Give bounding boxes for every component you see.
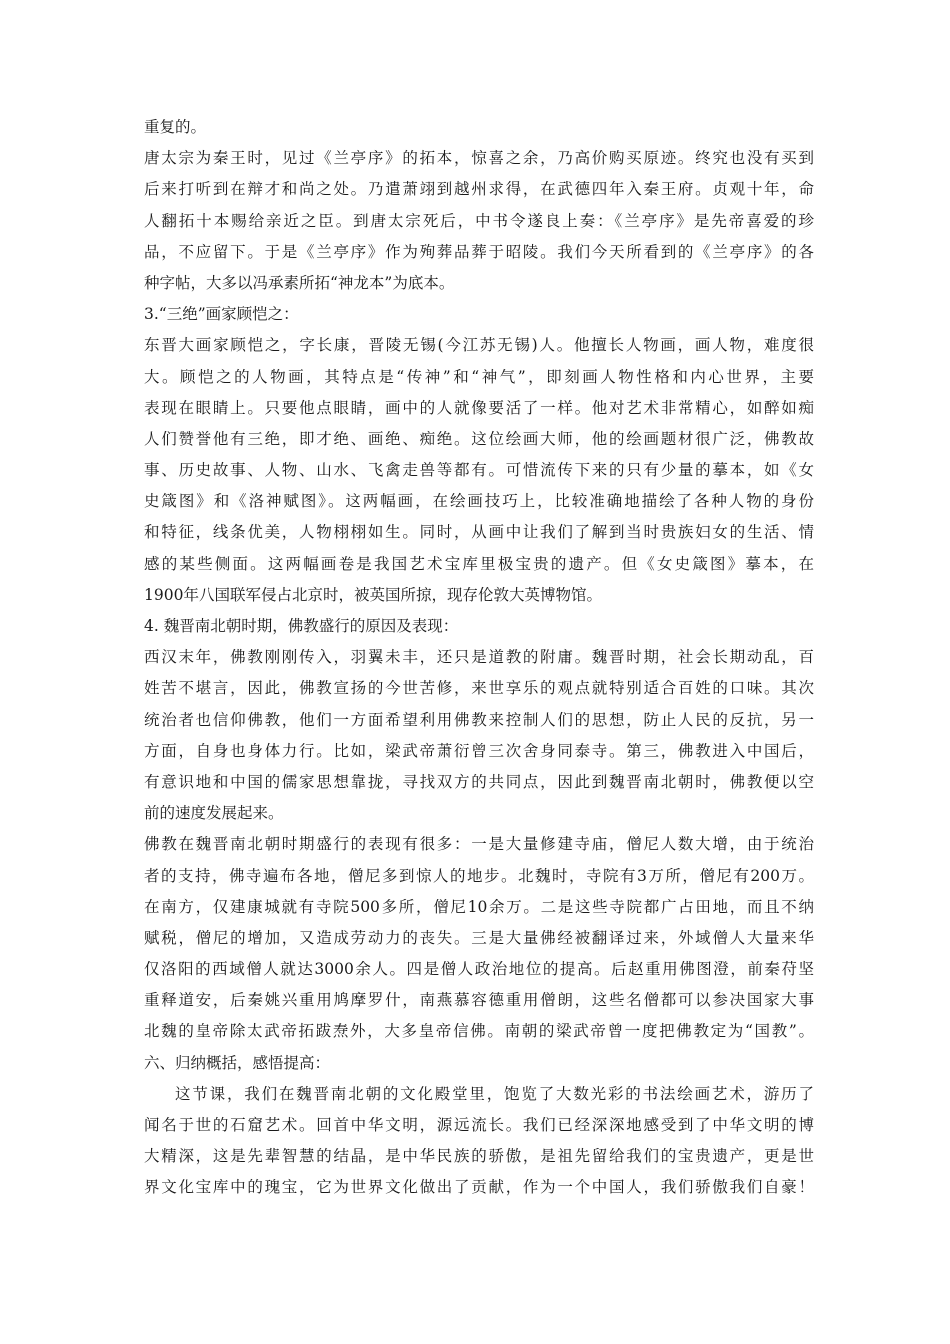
text-line: 重复的。 bbox=[144, 118, 207, 136]
text-line: 人翻拓十本赐给亲近之臣。到唐太宗死后，中书令遂良上奏：《兰亭序》是先帝喜爱的珍 bbox=[144, 211, 814, 230]
text-line: 赋税，僧尼的增加，又造成劳动力的丧失。三是大量佛经被翻译过来，外域僧人大量来华 bbox=[144, 928, 814, 947]
text-line: 感的某些侧面。这两幅画卷是我国艺术宝库里极宝贵的遗产。但《女史箴图》摹本，在 bbox=[144, 554, 814, 573]
text-line: 方面，自身也身体力行。比如，梁武帝萧衍曾三次舍身同泰寺。第三，佛教进入中国后， bbox=[144, 741, 814, 760]
text-line: 重释道安，后秦姚兴重用鸠摩罗什，南燕慕容德重用僧朗，这些名僧都可以参决国家大事 bbox=[144, 991, 814, 1010]
text-line: 和特征，线条优美，人物栩栩如生。同时，从画中让我们了解到当时贵族妇女的生活、情 bbox=[144, 523, 814, 542]
section-heading: 六、归纳概括，感悟提高： bbox=[144, 1053, 331, 1072]
text-line: 史箴图》和《洛神赋图》。这两幅画，在绘画技巧上，比较准确地描绘了各种人物的身份 bbox=[144, 492, 814, 511]
text-line: 前的速度发展起来。 bbox=[144, 804, 284, 823]
text-line: 佛教在魏晋南北朝时期盛行的表现有很多：一是大量修建寺庙，僧尼人数大增，由于统治 bbox=[144, 835, 814, 854]
section-heading: 4. 魏晋南北朝时期，佛教盛行的原因及表现： bbox=[144, 617, 459, 635]
text-line: 唐太宗为秦王时，见过《兰亭序》的拓本，惊喜之余，乃高价购买原迹。终究也没有买到 bbox=[144, 149, 814, 168]
text-line: 种字帖，大多以冯承素所拓“神龙本”为底本。 bbox=[144, 273, 455, 292]
text-line: 西汉末年，佛教刚刚传入，羽翼未丰，还只是道教的附庸。魏晋时期，社会长期动乱，百 bbox=[144, 648, 814, 667]
text-line: 东晋大画家顾恺之，字长康，晋陵无锡(今江苏无锡)人。他擅长人物画，画人物，难度很 bbox=[144, 336, 814, 355]
text-line: 人们赞誉他有三绝，即才绝、画绝、痴绝。这位绘画大师，他的绘画题材很广泛，佛教故 bbox=[144, 429, 814, 448]
text-line: 品，不应留下。于是《兰亭序》作为殉葬品葬于昭陵。我们今天所看到的《兰亭序》的各 bbox=[144, 242, 814, 261]
body-text bbox=[144, 112, 814, 1204]
text-line: 大。顾恺之的人物画，其特点是“传神”和“神气”，即刻画人物性格和内心世界，主要 bbox=[144, 367, 814, 386]
text-line: 在南方，仅建康城就有寺院500多所，僧尼10余万。二是这些寺院都广占田地，而且不纳 bbox=[144, 897, 814, 916]
text-line: 这节课，我们在魏晋南北朝的文化殿堂里，饱览了大数光彩的书法绘画艺术，游历了 bbox=[175, 1084, 814, 1103]
text-line: 事、历史故事、人物、山水、飞禽走兽等都有。可惜流传下来的只有少量的摹本，如《女 bbox=[144, 461, 814, 480]
text-line: 1900年八国联军侵占北京时，被英国所掠，现存伦敦大英博物馆。 bbox=[144, 585, 602, 604]
text-line: 界文化宝库中的瑰宝，它为世界文化做出了贡献，作为一个中国人，我们骄傲我们自豪！ bbox=[144, 1178, 814, 1197]
text-line: 者的支持，佛寺遍布各地，僧尼多到惊人的地步。北魏时，寺院有3万所，僧尼有200万。 bbox=[144, 866, 814, 885]
text-line: 统治者也信仰佛教，他们一方面希望利用佛教来控制人们的思想，防止人民的反抗，另一 bbox=[144, 710, 814, 729]
text-line: 仅洛阳的西域僧人就达3000余人。四是僧人政治地位的提高。后赵重用佛图澄，前秦苻坚 bbox=[144, 960, 814, 979]
text-line: 姓苦不堪言，因此，佛教宣扬的今世苦修，来世享乐的观点就特别适合百姓的口味。其次 bbox=[144, 679, 814, 698]
text-line: 有意识地和中国的儒家思想靠拢，寻找双方的共同点，因此到魏晋南北朝时，佛教便以空 bbox=[144, 772, 814, 791]
section-heading: 3.“三绝”画家顾恺之： bbox=[144, 305, 299, 324]
text-line: 闻名于世的石窟艺术。回首中华文明，源远流长。我们已经深深地感受到了中华文明的博 bbox=[144, 1116, 814, 1134]
text-line: 大精深，这是先辈智慧的结晶，是中华民族的骄傲，是祖先留给我们的宝贵遗产，更是世 bbox=[144, 1147, 814, 1166]
text-line: 后来打听到在辩才和尚之处。乃遣萧翊到越州求得，在武德四年入秦王府。贞观十年，命 bbox=[144, 180, 814, 199]
text-line: 表现在眼睛上。只要他点眼睛，画中的人就像要活了一样。他对艺术非常精心，如醉如痴 bbox=[144, 398, 814, 417]
text-line: 北魏的皇帝除太武帝拓跋焘外，大多皇帝信佛。南朝的梁武帝曾一度把佛教定为“国教”。 bbox=[144, 1022, 814, 1041]
